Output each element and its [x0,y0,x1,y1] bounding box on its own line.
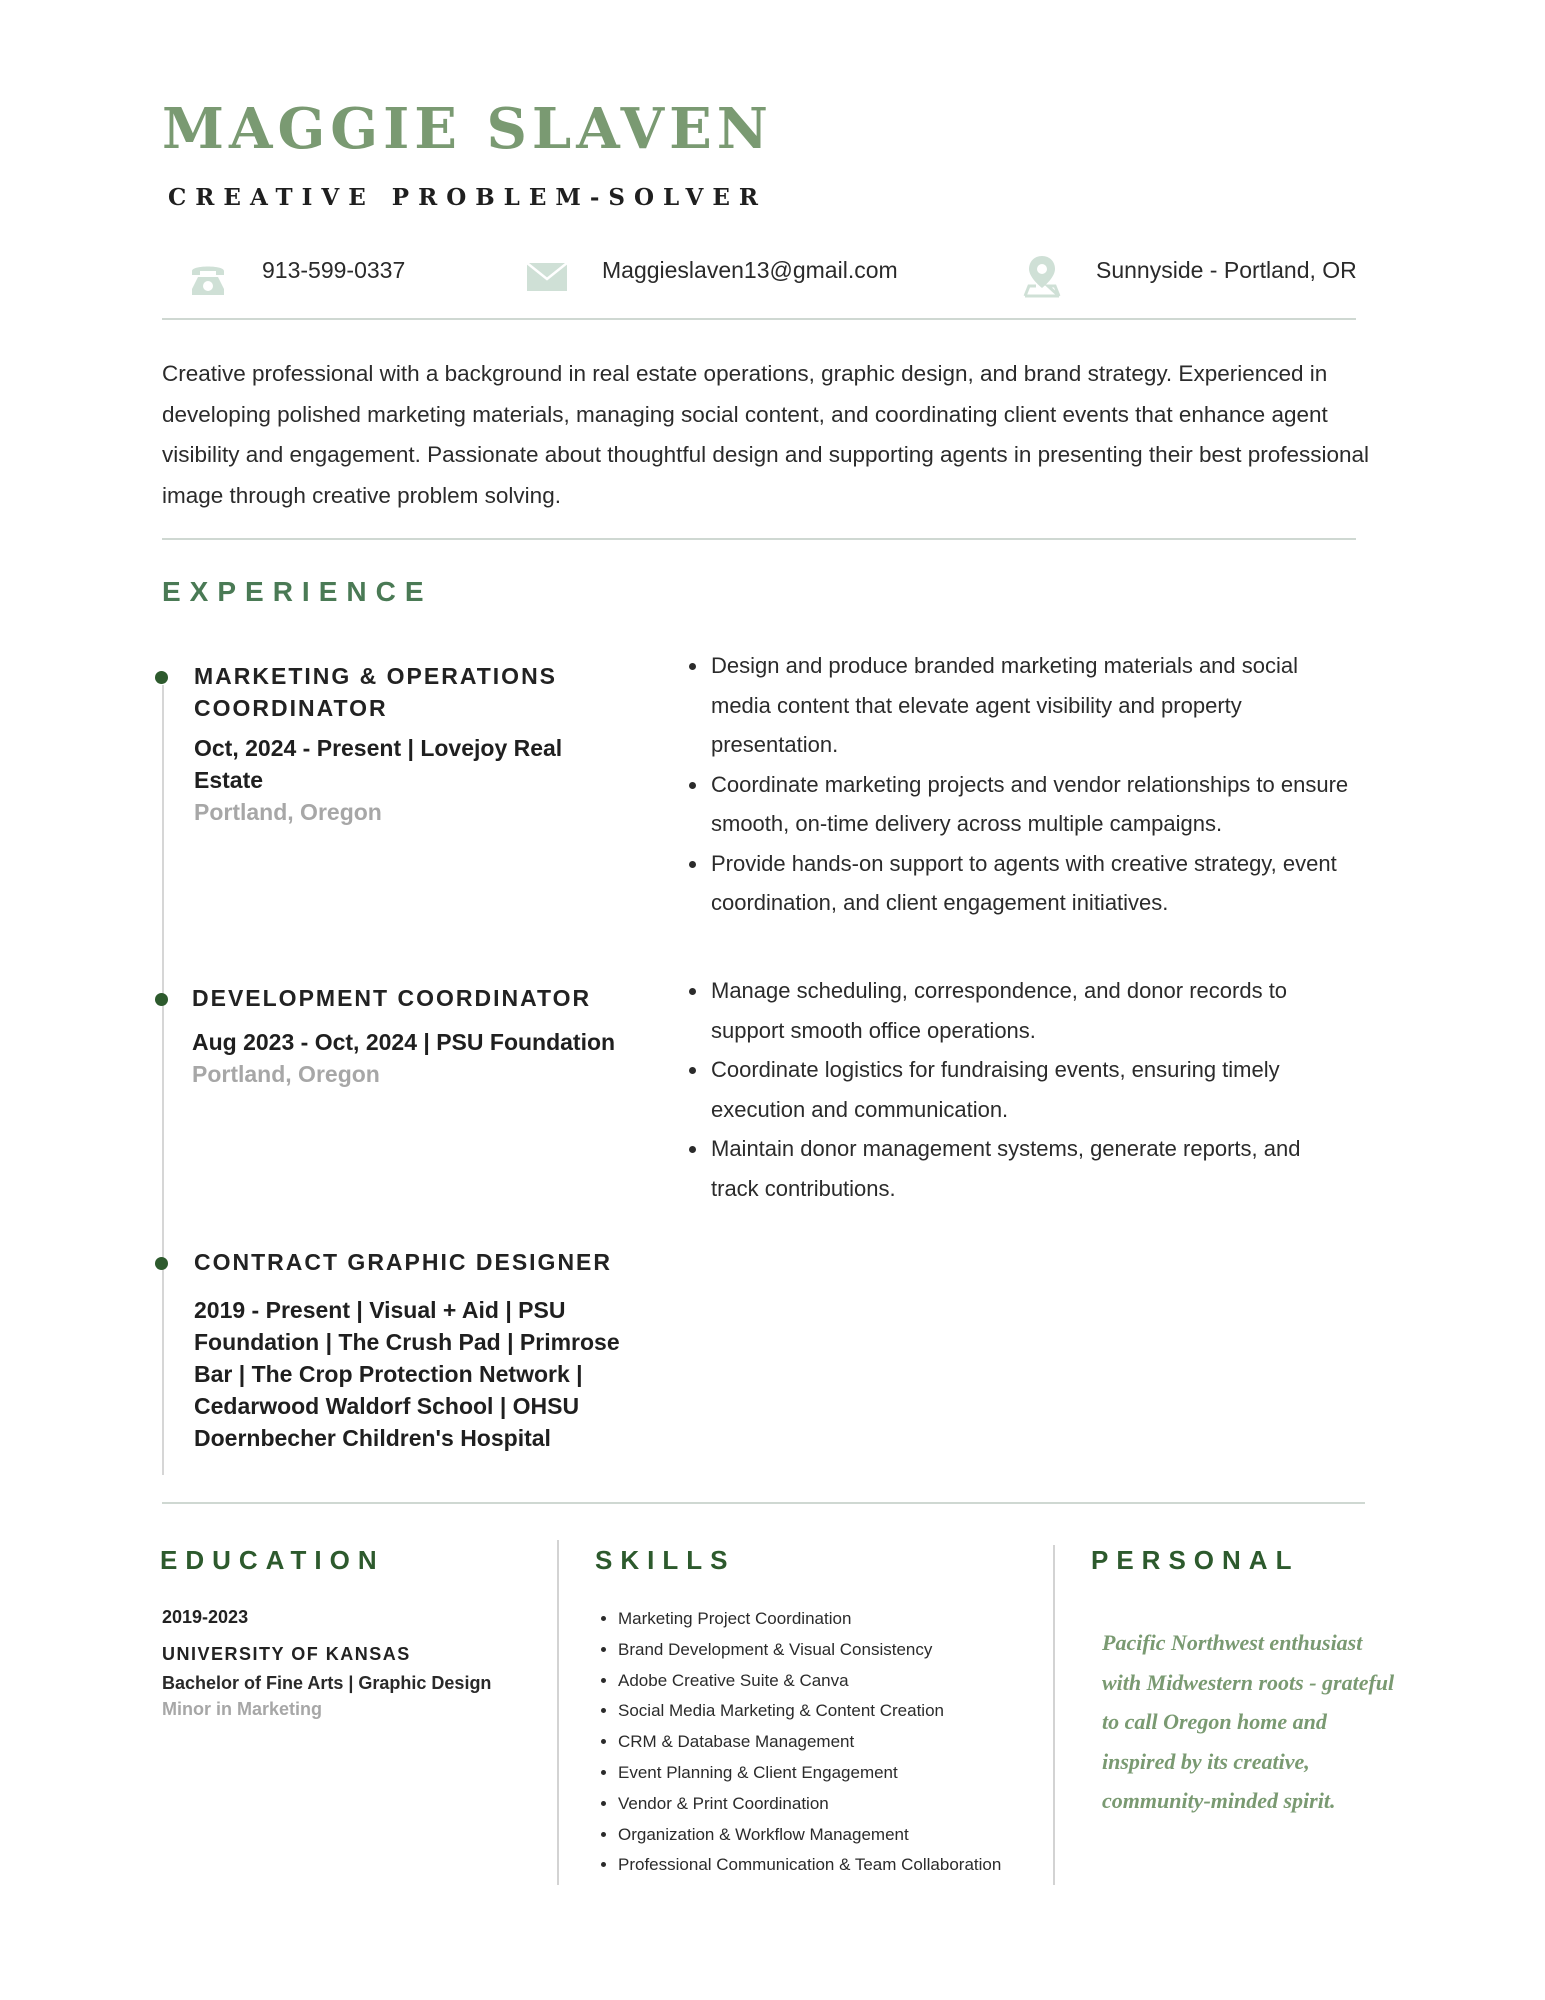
job-header [194,1246,624,1454]
list-item: • Coordinate logistics for fundraising events, ensuring timely execution and communication. [709,1050,1349,1129]
column-divider [557,1540,559,1885]
list-item: • Event Planning & Client Engagement [618,1758,1078,1789]
tagline: CREATIVE PROBLEM-SOLVER [168,184,767,211]
divider [162,318,1356,320]
timeline-dot [155,1257,168,1270]
job-header [194,660,634,828]
job-dates-clients: 2019 - Present | Visual + Aid | PSU Foundation | The Crush Pad | Primrose Bar | The Crop Protection Network | Cedarwood Waldorf School | OHSU Doernbecher Children's Hospital [194,1297,620,1451]
education-degree: Bachelor of Fine Arts | Graphic Design [162,1673,492,1693]
list-item: • Organization & Workflow Management [618,1820,1078,1851]
list-item: • Professional Communication & Team Collaboration [618,1850,1078,1881]
column-divider [1053,1545,1055,1885]
timeline-dot [155,993,168,1006]
timeline-dot [155,671,168,684]
education-years: 2019-2023 [162,1607,249,1627]
email-address[interactable]: Maggieslaven13@gmail.com [602,257,898,283]
list-item: • Maintain donor management systems, generate reports, and track contributions. [709,1129,1349,1208]
list-item: • Design and produce branded marketing materials and social media content that elevate agent visibility and property presentation. [709,646,1349,765]
job-title: DEVELOPMENT COORDINATOR [192,985,592,1011]
list-item: • Social Media Marketing & Content Creation [618,1696,1078,1727]
personal-heading: PERSONAL [1091,1545,1300,1575]
list-item: • Adobe Creative Suite & Canva [618,1666,1078,1697]
job-title: CONTRACT GRAPHIC DESIGNER [194,1249,613,1275]
timeline-line [162,685,164,1475]
list-item: • Provide hands-on support to agents with creative strategy, event coordination, and client engagement initiatives. [709,844,1349,923]
skills-list [594,1604,1078,1881]
list-item: • Coordinate marketing projects and vendor relationships to ensure smooth, on-time delivery across multiple campaigns. [709,765,1349,844]
candidate-name: MAGGIE SLAVEN [162,96,773,162]
divider [162,538,1356,540]
list-item: • Vendor & Print Coordination [618,1789,1078,1820]
job-title: MARKETING & OPERATIONS COORDINATOR [194,663,558,721]
job-location: Portland, Oregon [192,1061,380,1087]
education-school: UNIVERSITY OF KANSAS [162,1644,411,1664]
profile-summary: Creative professional with a background in real estate operations, graphic design, and brand strategy. Experienced in developing polished marketing materials, managing social content, and coordinating client events that enhance agent visibility and engagement. Passionate about thoughtful design and supporting agents in presenting their best professional image through creative problem solving. [162,361,1370,508]
job-dates-company: Oct, 2024 - Present | Lovejoy Real Estate [194,735,563,793]
job-location: Portland, Oregon [194,799,382,825]
list-item: • Manage scheduling, correspondence, and donor records to support smooth office operations. [709,971,1349,1050]
list-item: • Marketing Project Coordination [618,1604,1078,1635]
map-pin-icon [1020,254,1064,298]
skills-heading: SKILLS [595,1545,736,1575]
job-bullets [681,646,1349,923]
personal-statement: Pacific Northwest enthusiast with Midwestern roots - grateful to call Oregon home and inspired by its creative, community-minded spirit. [1102,1630,1395,1813]
experience-heading: EXPERIENCE [162,576,433,607]
job-header [192,982,652,1090]
divider [162,1502,1365,1504]
phone-number[interactable]: 913-599-0337 [262,257,406,283]
job-bullets [681,971,1349,1208]
list-item: • Brand Development & Visual Consistency [618,1635,1078,1666]
education-minor: Minor in Marketing [162,1699,323,1719]
phone-icon [186,257,230,301]
education-heading: EDUCATION [160,1545,385,1575]
job-dates-company: Aug 2023 - Oct, 2024 | PSU Foundation [192,1029,616,1055]
list-item: • CRM & Database Management [618,1727,1078,1758]
envelope-icon [525,259,569,303]
location: Sunnyside - Portland, OR [1096,257,1357,283]
